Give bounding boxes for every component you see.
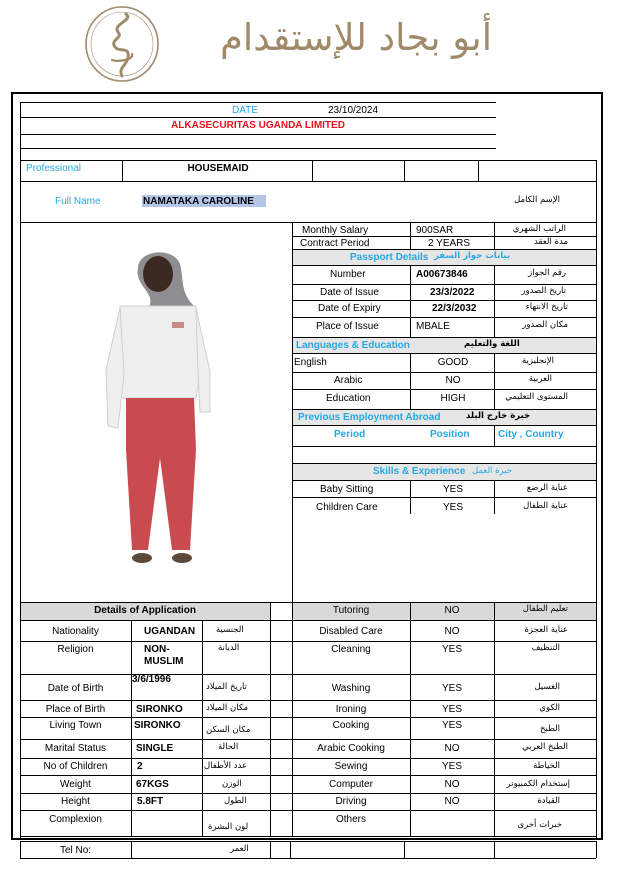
passport-issue-label: Date of Issue bbox=[320, 287, 379, 298]
weight-value: 67KGS bbox=[136, 779, 169, 790]
nationality-value: UGANDAN bbox=[144, 626, 196, 637]
passport-expiry-value: 22/3/2032 bbox=[432, 303, 477, 314]
dob-label-ar: تاريخ الميلاد bbox=[206, 682, 247, 692]
sewing-label-ar: الخياطة bbox=[533, 761, 560, 771]
skills-title-ar: خبرة العمل bbox=[472, 466, 513, 476]
date-value: 23/10/2024 bbox=[328, 105, 379, 116]
cooking-label: Cooking bbox=[332, 720, 370, 731]
professional-value: HOUSEMAID bbox=[187, 163, 249, 174]
tel-label: Tel No: bbox=[59, 845, 92, 856]
height-value: 5.8FT bbox=[137, 796, 164, 807]
computer-label-ar: إستخدام الكمبيوتر bbox=[506, 779, 570, 789]
religion-value-line2: MUSLIM bbox=[144, 656, 184, 667]
sewing-value: YES bbox=[441, 761, 462, 772]
full-name-label-ar: الإسم الكامل bbox=[514, 195, 560, 205]
cleaning-value: YES bbox=[441, 644, 462, 655]
computer-value: NO bbox=[444, 779, 460, 790]
passport-issue-label-ar: تاريخ الصدور bbox=[521, 286, 566, 296]
others-label: Others bbox=[335, 814, 366, 825]
tutoring-value: NO bbox=[444, 605, 460, 616]
nationality-label-ar: الجنسية bbox=[216, 625, 244, 635]
cleaning-label-ar: التنظيف bbox=[531, 643, 560, 653]
baby-sitting-label-ar: عناية الرضع bbox=[526, 483, 568, 493]
cleaning-label: Cleaning bbox=[331, 644, 371, 655]
contract-label: Contract Period bbox=[300, 238, 370, 249]
skills-title: Skills & Experience bbox=[373, 466, 466, 477]
tutoring-label-ar: تعليم الطفال bbox=[522, 604, 568, 614]
height-label: Height bbox=[61, 796, 90, 807]
children-count-label: No of Children bbox=[43, 761, 108, 772]
salary-value: 900SAR bbox=[416, 225, 454, 236]
disabled-care-label: Disabled Care bbox=[319, 626, 383, 637]
pob-value: SIRONKO bbox=[136, 704, 183, 715]
nationality-label: Nationality bbox=[52, 626, 99, 637]
english-label-ar: الإنجليزية bbox=[521, 356, 554, 366]
disabled-care-value: NO bbox=[444, 626, 460, 637]
passport-number-value: A00673846 bbox=[416, 269, 468, 280]
cooking-label-ar: الطبخ bbox=[540, 724, 560, 734]
baby-sitting-value: YES bbox=[442, 484, 463, 495]
children-care-value: YES bbox=[442, 502, 463, 513]
washing-label-ar: الغسيل bbox=[534, 682, 560, 692]
passport-place-value: MBALE bbox=[416, 321, 450, 332]
passport-expiry-label-ar: تاريخ الانتهاء bbox=[525, 302, 568, 312]
employment-col-position: Position bbox=[430, 429, 470, 440]
sewing-label: Sewing bbox=[334, 761, 368, 772]
salary-label: Monthly Salary bbox=[302, 225, 369, 236]
passport-title-ar: بيانات جواز السفر bbox=[434, 251, 511, 261]
pob-label: Place of Birth bbox=[45, 704, 106, 715]
children-care-label-ar: عناية الطفال bbox=[523, 501, 568, 511]
dob-label: Date of Birth bbox=[47, 683, 104, 694]
employment-title-ar: خبرة خارج البلد bbox=[466, 411, 531, 421]
driving-label: Driving bbox=[335, 796, 367, 807]
age-label-ar: العمر bbox=[230, 844, 249, 854]
agency-logo bbox=[82, 2, 162, 84]
english-value: GOOD bbox=[437, 357, 469, 368]
arabic-value: NO bbox=[445, 375, 461, 386]
complexion-label: Complexion bbox=[49, 814, 102, 825]
contract-value: 2 YEARS bbox=[428, 238, 471, 249]
religion-label-ar: الديانة bbox=[218, 643, 240, 653]
children-care-label: Children Care bbox=[316, 502, 378, 513]
agency-name: ALKASECURITAS UGANDA LIMITED bbox=[171, 120, 345, 131]
religion-value-line1: NON- bbox=[144, 644, 170, 655]
full-name-value: NAMATAKA CAROLINE bbox=[143, 196, 254, 207]
languages-title-ar: اللغة والتعليم bbox=[464, 339, 520, 349]
employment-col-city: City , Country bbox=[498, 429, 564, 440]
washing-label: Washing bbox=[331, 683, 371, 694]
living-town-value: SIRONKO bbox=[134, 720, 181, 731]
agency-arabic-name: أبو بجاد للإستقدام bbox=[220, 16, 492, 59]
professional-label: Professional bbox=[26, 163, 82, 174]
dob-value: 3/6/1996 bbox=[132, 674, 171, 685]
tutoring-label: Tutoring bbox=[332, 605, 370, 616]
religion-label: Religion bbox=[57, 644, 94, 655]
living-town-label: Living Town bbox=[49, 720, 102, 731]
application-title: Details of Application bbox=[94, 605, 196, 616]
pob-label-ar: مكان الميلاد bbox=[206, 703, 249, 713]
employment-col-period: Period bbox=[334, 429, 366, 440]
date-label: DATE bbox=[232, 105, 258, 116]
contract-label-ar: مدة العقد bbox=[534, 237, 568, 247]
education-label: Education bbox=[326, 393, 371, 404]
passport-place-label-ar: مكان الصدور bbox=[522, 320, 568, 330]
computer-label: Computer bbox=[329, 779, 373, 790]
living-town-label-ar: مكان السكن bbox=[206, 725, 251, 735]
arabic-cooking-label: Arabic Cooking bbox=[317, 743, 385, 754]
arabic-cooking-label-ar: الطبخ العربي bbox=[522, 742, 568, 752]
cooking-value: YES bbox=[441, 720, 462, 731]
arabic-label-ar: العربية bbox=[528, 374, 552, 384]
education-label-ar: المستوى التعليمي bbox=[505, 392, 568, 402]
passport-number-label-ar: رقم الجواز bbox=[528, 268, 566, 278]
arabic-cooking-value: NO bbox=[444, 743, 460, 754]
salary-label-ar: الراتب الشهري bbox=[512, 224, 566, 234]
passport-place-label: Place of Issue bbox=[316, 321, 379, 332]
languages-title: Languages & Education bbox=[296, 340, 410, 351]
education-value: HIGH bbox=[440, 393, 466, 404]
complexion-label-ar: لون البشرة bbox=[208, 822, 249, 832]
driving-label-ar: القيادة bbox=[537, 796, 560, 806]
baby-sitting-label: Baby Sitting bbox=[320, 484, 374, 495]
arabic-label: Arabic bbox=[334, 375, 363, 386]
full-name-label: Full Name bbox=[55, 196, 101, 207]
passport-title: Passport Details bbox=[350, 252, 429, 263]
marital-value: SINGLE bbox=[136, 743, 174, 754]
weight-label-ar: الوزن bbox=[222, 779, 242, 789]
passport-issue-value: 23/3/2022 bbox=[430, 287, 475, 298]
washing-value: YES bbox=[441, 683, 462, 694]
ironing-value: YES bbox=[441, 704, 462, 715]
passport-number-label: Number bbox=[330, 269, 366, 280]
ironing-label-ar: الكوي bbox=[539, 703, 560, 713]
children-count-label-ar: عدد الأطفال bbox=[204, 761, 248, 771]
ironing-label: Ironing bbox=[335, 704, 367, 715]
passport-expiry-label: Date of Expiry bbox=[318, 303, 381, 314]
marital-label-ar: الحالة bbox=[218, 742, 239, 752]
weight-label: Weight bbox=[60, 779, 91, 790]
marital-label: Marital Status bbox=[44, 743, 107, 754]
height-label-ar: الطول bbox=[224, 796, 247, 806]
children-count-value: 2 bbox=[137, 761, 143, 772]
driving-value: NO bbox=[444, 796, 460, 807]
english-label: English bbox=[294, 357, 327, 368]
employment-title: Previous Employment Abroad bbox=[298, 412, 441, 423]
others-label-ar: خبرات أخرى bbox=[517, 820, 562, 830]
candidate-photo bbox=[98, 250, 248, 586]
disabled-care-label-ar: عناية العجزة bbox=[524, 625, 568, 635]
